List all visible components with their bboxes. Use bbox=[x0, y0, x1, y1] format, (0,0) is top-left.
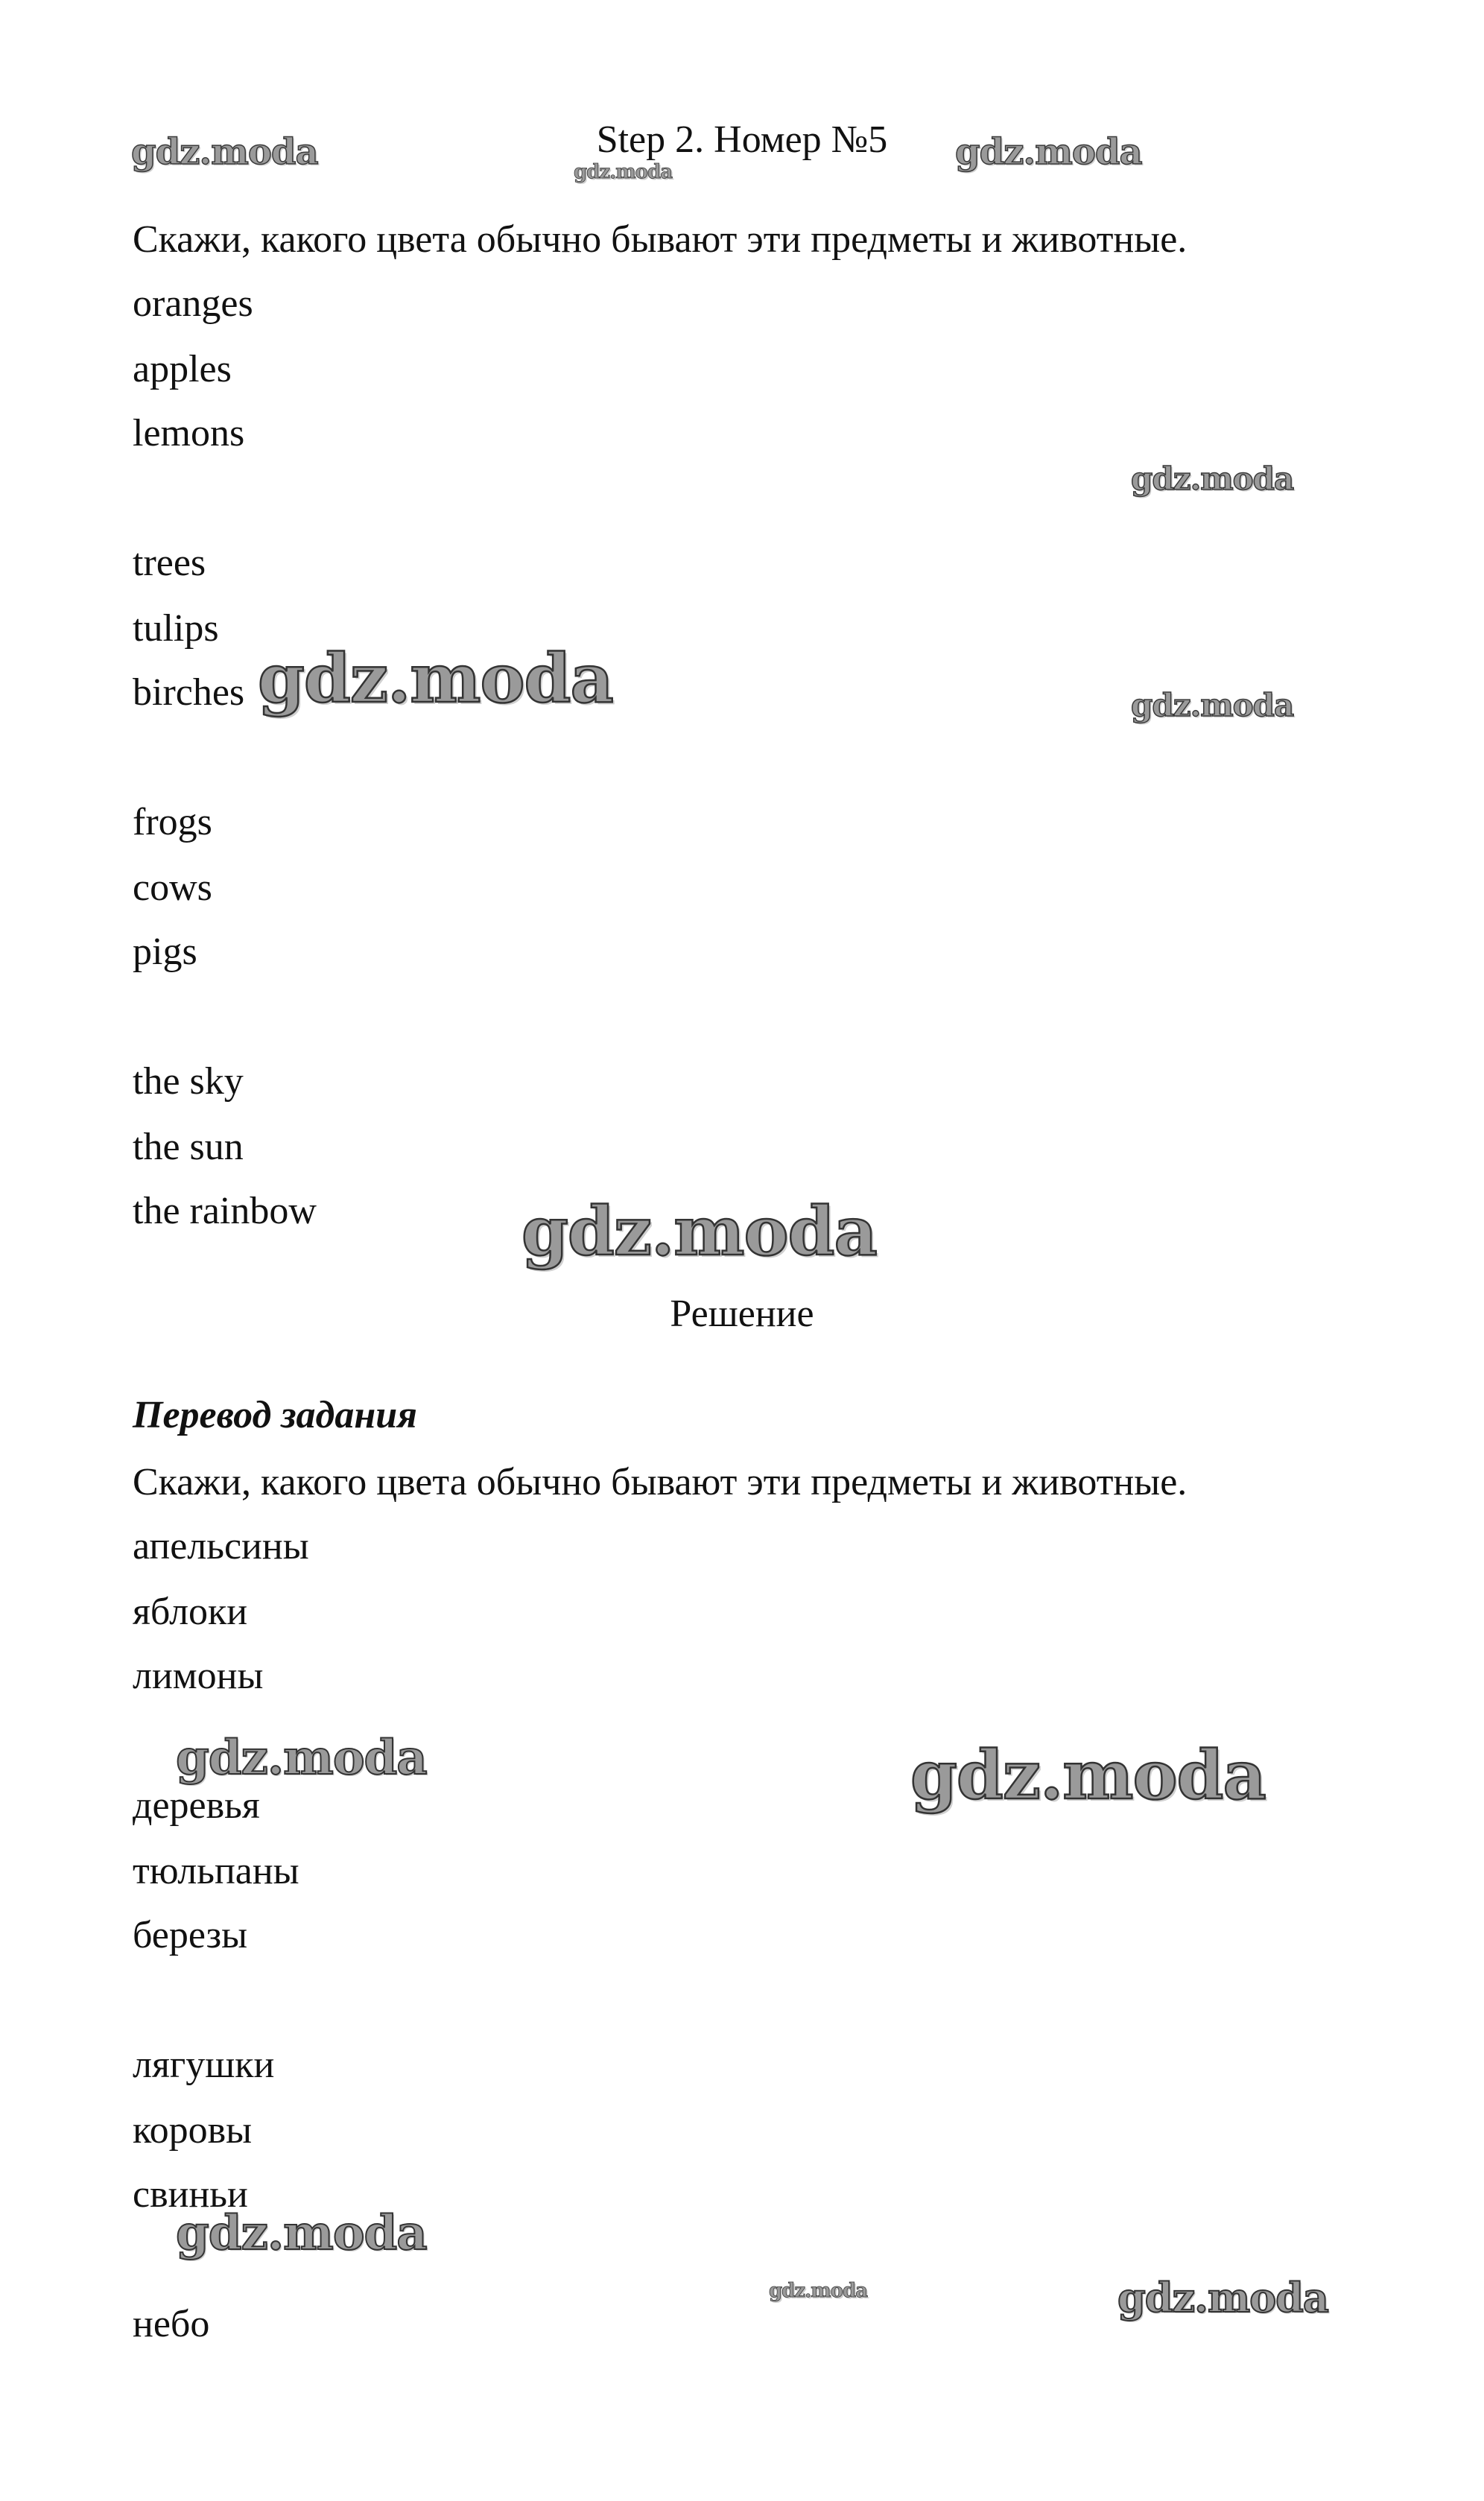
translation-word: яблоки bbox=[133, 1591, 248, 1633]
task-word: trees bbox=[133, 542, 206, 584]
translation-word: лимоны bbox=[133, 1655, 264, 1697]
translation-word: небо bbox=[133, 2303, 210, 2345]
watermark: gdz.moda bbox=[1117, 2274, 1328, 2321]
translation-word: деревья bbox=[133, 1784, 260, 1827]
task-word: lemons bbox=[133, 412, 245, 454]
solution-label: Решение bbox=[670, 1293, 814, 1335]
translation-word: свиньи bbox=[133, 2173, 248, 2216]
translation-word: тюльпаны bbox=[133, 1850, 299, 1892]
watermark: gdz.moda bbox=[521, 1192, 877, 1271]
task-instruction: Скажи, какого цвета обычно бывают эти предметы и животные. bbox=[133, 218, 1187, 261]
task-word: the sun bbox=[133, 1126, 244, 1168]
watermark: gdz.moda bbox=[176, 2205, 427, 2261]
task-word: pigs bbox=[133, 931, 197, 973]
task-word: the sky bbox=[133, 1060, 244, 1103]
watermark: gdz.moda bbox=[258, 639, 613, 718]
task-word: birches bbox=[133, 671, 245, 714]
watermark: gdz.moda bbox=[769, 2280, 868, 2302]
watermark: gdz.moda bbox=[955, 131, 1142, 173]
translation-word: березы bbox=[133, 1914, 248, 1956]
watermark: gdz.moda bbox=[574, 161, 673, 183]
translation-word: лягушки bbox=[133, 2044, 275, 2086]
translation-word: апельсины bbox=[133, 1525, 309, 1568]
task-word: the rainbow bbox=[133, 1190, 317, 1232]
task-word: apples bbox=[133, 348, 232, 390]
watermark: gdz.moda bbox=[131, 131, 318, 173]
task-word: tulips bbox=[133, 607, 219, 650]
watermark: gdz.moda bbox=[1131, 687, 1294, 723]
translation-instruction: Скажи, какого цвета обычно бывают эти предметы и животные. bbox=[133, 1461, 1187, 1503]
translation-heading: Перевод задания bbox=[133, 1394, 417, 1436]
task-word: oranges bbox=[133, 282, 253, 325]
translation-word: коровы bbox=[133, 2109, 253, 2152]
watermark: gdz.moda bbox=[1131, 460, 1294, 497]
watermark: gdz.moda bbox=[176, 1730, 427, 1786]
task-word: frogs bbox=[133, 801, 212, 843]
watermark: gdz.moda bbox=[910, 1736, 1266, 1815]
page-title: Step 2. Номер №5 bbox=[596, 118, 888, 161]
task-word: cows bbox=[133, 866, 212, 909]
